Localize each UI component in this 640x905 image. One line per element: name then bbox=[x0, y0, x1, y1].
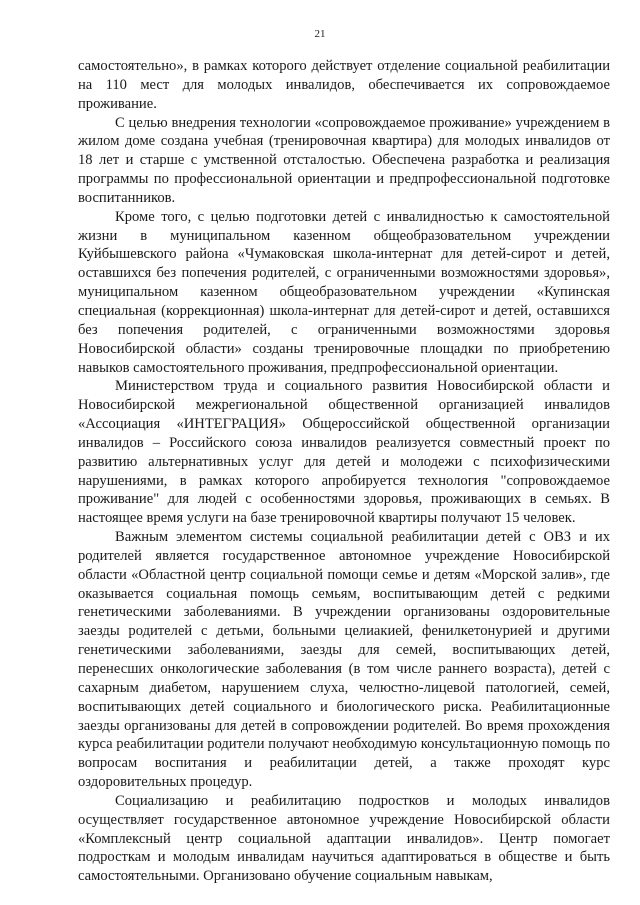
page-number: 21 bbox=[314, 28, 326, 40]
paragraph-continuation: самостоятельно», в рамках которого действует отделение социальной реабилитации на 110 мест для молодых инвалидов, обеспечивается их сопровождаемое проживание. bbox=[78, 58, 610, 112]
paragraph-joint-project: Министерством труда и социального развития Новосибирской области и Новосибирской межрегиональной общественной организацией инвалидов «Ассоциация «ИНТЕГРАЦИЯ» Общероссийской общественной организации инвалидов – Российского союза инвалидов реализуется совместный проект по развитию альтернативных услуг для детей и молодежи с психофизическими нарушениями, в рамках которого апробируется технология "сопровождаемое проживание" для людей с особенностями здоровья, проживающих в семьях. В настоящее время услуги на базе тренировочной квартиры получают 15 человек. bbox=[78, 378, 610, 527]
paragraph-supported-living: С целью внедрения технологии «сопровождаемое проживание» учреждением в жилом доме создана учебная (тренировочная квартира) для молодых инвалидов от 18 лет и старше с умственной отсталостью. Обеспечена разработка и реализация программы по профессиональной ориентации и предпрофессиональной подготовке воспитанников. bbox=[78, 114, 610, 206]
paragraph-adaptation-center: Социализацию и реабилитацию подростков и молодых инвалидов осуществляет государственное автономное учреждение Новосибирской области «Комплексный центр социальной адаптации инвалидов». Центр помогает подросткам и молодым инвалидам научиться адаптироваться в обществе и быть самостоятельными. Организовано обучение социальным навыкам, bbox=[78, 792, 610, 885]
paragraph-training-sites: Кроме того, с целью подготовки детей с инвалидностью к самостоятельной жизни в муниципальном казенном общеобразовательном учреждении Куйбышевского района «Чумаковская школа-интернат для детей-сирот и детей, оставшихся без попечения родителей, с ограниченными возможностями здоровья», муниципальном казенном общеобразовательном учреждении «Купинская специальная (коррекционная) школа-интернат для детей-сирот и детей, оставшихся без попечения родителей, с ограниченными возможностями здоровья Новосибирской области» созданы тренировочные площадки по приобретению навыков самостоятельного проживания, предпрофессиональной ориентации. bbox=[78, 208, 610, 376]
paragraph-morskoy-zaliv: Важным элементом системы социальной реабилитации детей с ОВЗ и их родителей является государственное автономное учреждение Новосибирской области «Областной центр социальной помощи семье и детям «Морской залив», где оказывается социальная помощь семьям, воспитывающим детей с редкими генетическими заболеваниями. В учреждении организованы оздоровительные заезды родителей с детьми, больными целиакией, фенилкетонурией и другими генетическими заболеваниями, заезды для семей, воспитывающих детей, перенесших онкологические заболевания (в том числе раннего возраста), детей с сахарным диабетом, нарушением слуха, челюстно-лицевой патологией, семей, воспитывающих детей социального и биологического риска. Реабилитационные заезды организованы для детей в сопровождении родителей. Во время прохождения курса реабилитации родители получают необходимую консультационную помощь по вопросам воспитания и реабилитации детей, а также проходят курс оздоровительных процедур. bbox=[78, 529, 610, 791]
page-body bbox=[78, 57, 610, 886]
